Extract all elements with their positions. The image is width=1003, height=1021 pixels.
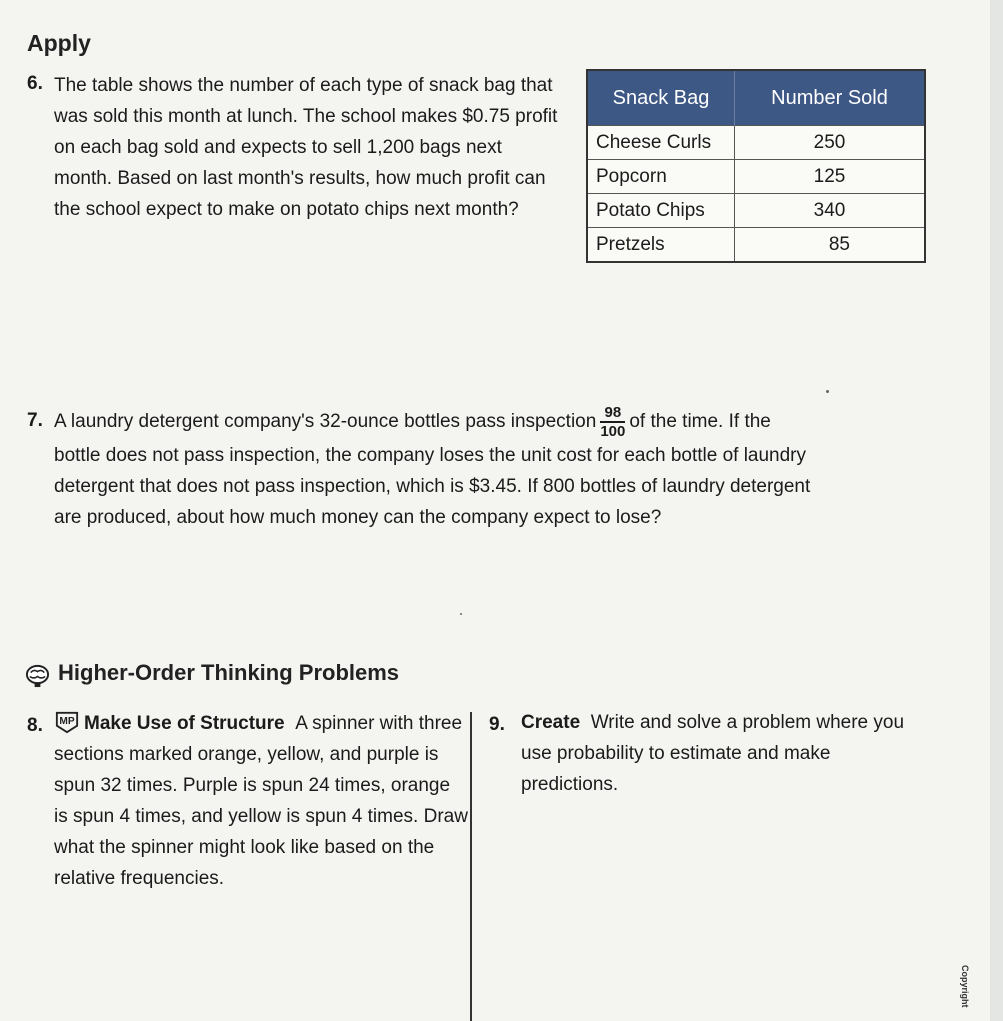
- table-row: [587, 160, 925, 194]
- higher-order-heading: Higher-Order Thinking Problems: [58, 660, 400, 685]
- problem-8-text: [54, 708, 469, 894]
- problem-8-label: Make Use of Structure: [84, 713, 285, 734]
- table-header-snack-bag: Snack Bag: [587, 70, 735, 126]
- table-cell-snack: Popcorn: [587, 160, 735, 194]
- table-row: [587, 126, 925, 160]
- table-cell-snack: Pretzels: [587, 228, 735, 263]
- fraction-98-100: [600, 404, 625, 440]
- problem-8-number: 8.: [27, 715, 43, 736]
- snack-sales-table: [586, 69, 926, 263]
- problem-7-text-start: A laundry detergent company's 32-ounce bottles pass inspection: [54, 411, 597, 433]
- mathematical-practice-icon: [54, 710, 80, 734]
- copyright-label: Copyright: [960, 965, 970, 1008]
- problem-9-number: 9.: [489, 714, 505, 735]
- table-cell-count: 250: [735, 126, 926, 160]
- table-cell-snack: Potato Chips: [587, 194, 735, 228]
- svg-text:MP: MP: [59, 715, 75, 727]
- table-cell-count: 85: [735, 228, 926, 263]
- brain-icon: [25, 663, 50, 688]
- fraction-numerator: 98: [600, 404, 625, 423]
- table-header-row: [587, 70, 925, 126]
- section-title: Apply: [27, 30, 91, 56]
- table-cell-snack: Cheese Curls: [587, 126, 735, 160]
- problem-9-body: Write and solve a problem where you use probability to estimate and make predictions.: [521, 712, 905, 795]
- problem-9-label: Create: [521, 712, 581, 733]
- page-edge-shadow: [990, 0, 1003, 1021]
- problem-7-number: 7.: [27, 410, 43, 431]
- scan-speck: [826, 390, 829, 393]
- table-header-number-sold: Number Sold: [735, 70, 926, 126]
- problem-7-text: [54, 404, 814, 533]
- table-cell-count: 125: [735, 160, 926, 194]
- problem-9-text: [521, 707, 921, 800]
- column-divider: [470, 712, 472, 1021]
- table-row: [587, 194, 925, 228]
- problem-6-number: 6.: [27, 73, 43, 94]
- table-row: [587, 228, 925, 263]
- fraction-denominator: 100: [600, 423, 626, 440]
- scan-speck: [460, 613, 462, 615]
- problem-7-text-end: of the time. If the bottle does not pass inspection, the company loses the unit cost for each bottle of laundry detergent that does not pass inspection, which is $3.45. If 800 bottles of laundry detergent are produced, about how much money can the company expect to lose?: [54, 411, 811, 528]
- problem-8-body: A spinner with three sections marked orange, yellow, and purple is spun 32 times. Purple is spun 24 times, orange is spun 4 times, and yellow is spun 4 times. Draw what the spinner might look like based on the relative frequencies.: [54, 713, 468, 889]
- problem-6-text: The table shows the number of each type of snack bag that was sold this month at lunch. The school makes $0.75 profit on each bag sold and expects to sell 1,200 bags next month. Based on last month's results, how much profit can the school expect to make on potato chips next month?: [54, 75, 558, 220]
- table-cell-count: 340: [735, 194, 926, 228]
